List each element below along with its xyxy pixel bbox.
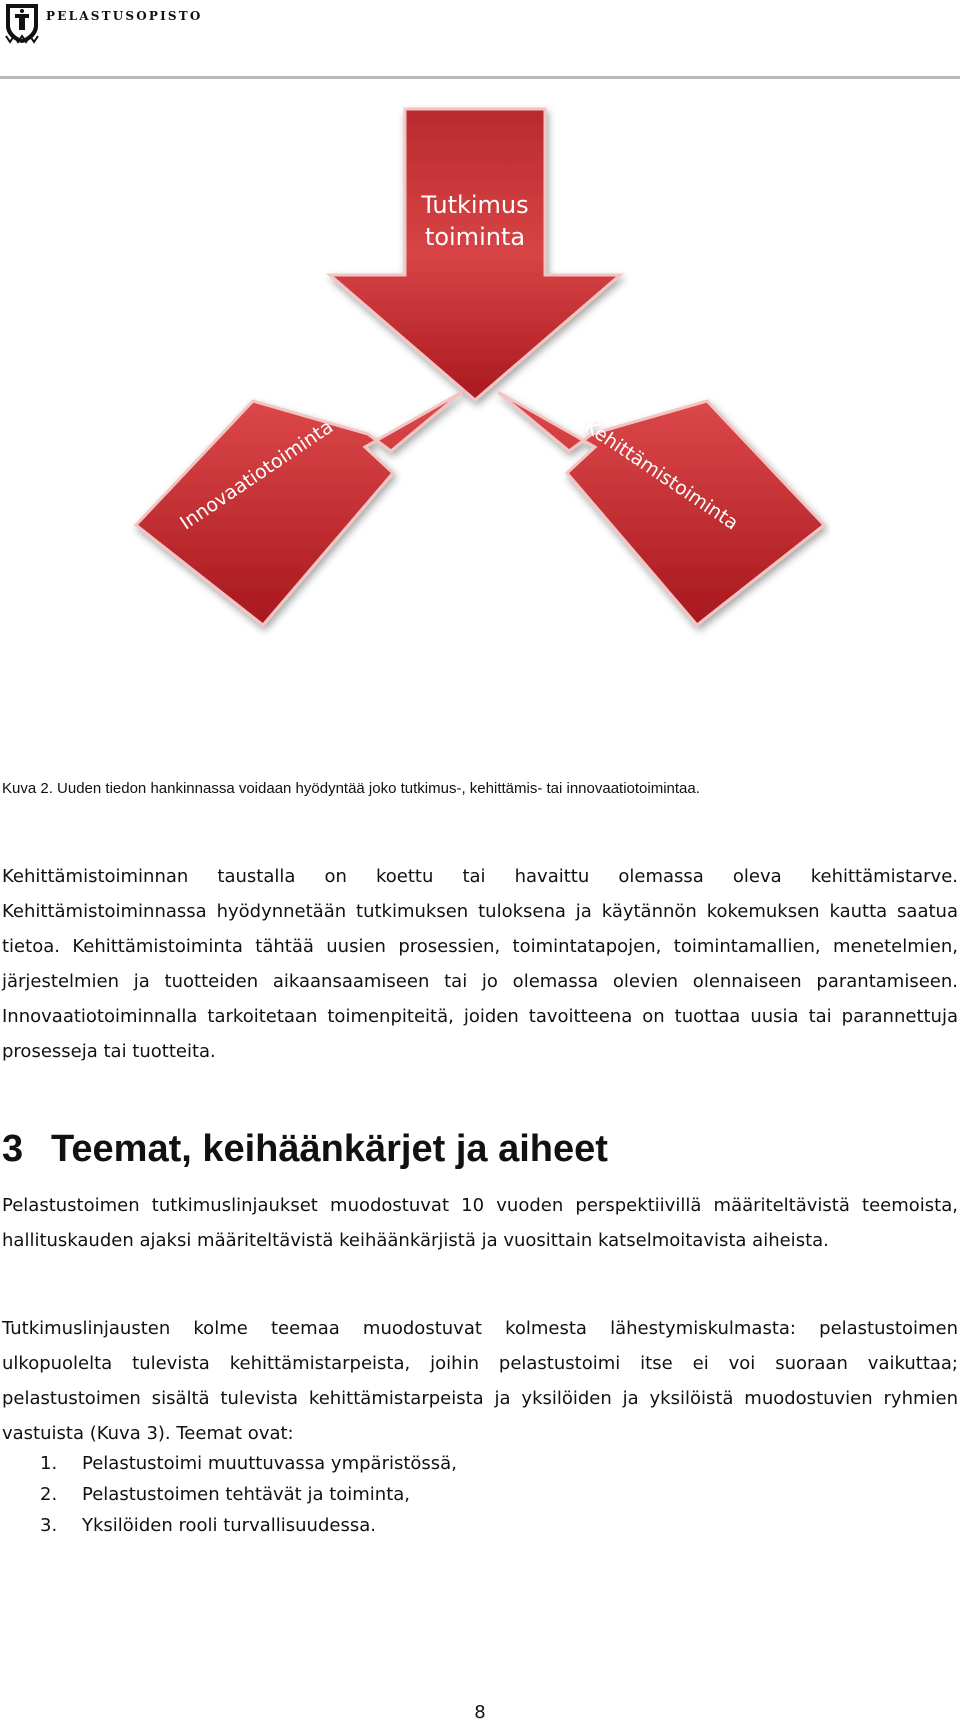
cycle-diagram <box>130 95 830 695</box>
themes-list <box>40 1448 457 1541</box>
arrow-tutkimus <box>330 109 620 400</box>
list-item <box>40 1448 457 1479</box>
brand-name: PELASTUSOPISTO <box>46 9 203 23</box>
list-item <box>40 1510 457 1541</box>
list-item-text: Yksilöiden rooli turvallisuudessa. <box>82 1515 376 1536</box>
arrow-kehittamis-label: Kehittämistoiminta <box>580 415 743 535</box>
page-header <box>0 0 960 80</box>
section-title: Teemat, keihäänkärjet ja aiheet <box>51 1128 608 1170</box>
arrow-kehittamis <box>498 392 824 625</box>
figure-caption: Kuva 2. Uuden tiedon hankinnassa voidaan hyödyntää joko tutkimus-, kehittämis- tai innovaatiotoimintaa. <box>2 780 700 797</box>
arrow-innovaatio-label: Innovaatiotoiminta <box>176 415 338 535</box>
paragraph-development: Kehittämistoiminnan taustalla on koettu tai havaittu olemassa oleva kehittämistarve. Kehittämistoiminnassa hyödynnetään tutkimuksen tuloksena ja käytännön kokemuksen kautta saatua tietoa. Kehittämistoiminta tähtää uusien prosessien, toimintatapojen, toimintamallien, menetelmien, järjestelmien ja tuotteiden aikaansaamiseen tai jo olemassa olevien olennaiseen parantamiseen. Innovaatiotoiminnalla tarkoitetaan toimenpiteitä, joiden tavoitteena on tuottaa uusia tai parannettuja prosesseja tai tuotteita. <box>2 866 958 1062</box>
paragraph-themes: Tutkimuslinjausten kolme teemaa muodostuvat kolmesta lähestymiskulmasta: pelastustoimen ulkopuolelta tulevista kehittämistarpeista, joihin pelastustoimi itse ei voi suoraan vaikuttaa; pelastustoimen sisältä tulevista kehittämistarpeista ja yksilöiden ja yksilöistä muodostuvien ryhmien vastuista (Kuva 3). Teemat ovat: <box>2 1318 958 1444</box>
list-item-text: Pelastustoimen tehtävät ja toiminta, <box>82 1484 411 1505</box>
paragraph-guidelines: Pelastustoimen tutkimuslinjaukset muodostuvat 10 vuoden perspektiivillä määriteltävistä teemoista, hallituskauden ajaksi määriteltävistä keihäänkärjistä ja vuosittain katselmoitavista aiheista. <box>2 1195 958 1251</box>
page-number: 8 <box>474 1702 486 1723</box>
crest-icon <box>4 2 40 44</box>
section-number: 3 <box>2 1128 24 1170</box>
arrow-innovaatio <box>136 392 462 625</box>
header-divider <box>0 76 960 79</box>
arrow-tutkimus-label-1: Tutkimus <box>421 191 529 219</box>
list-item-number: 3. <box>40 1515 58 1536</box>
list-item-number: 1. <box>40 1453 58 1474</box>
list-item-number: 2. <box>40 1484 58 1505</box>
list-item-text: Pelastustoimi muuttuvassa ympäristössä, <box>82 1453 457 1474</box>
arrow-tutkimus-label-2: toiminta <box>424 223 526 251</box>
section-heading <box>2 1128 608 1171</box>
list-item <box>40 1479 457 1510</box>
